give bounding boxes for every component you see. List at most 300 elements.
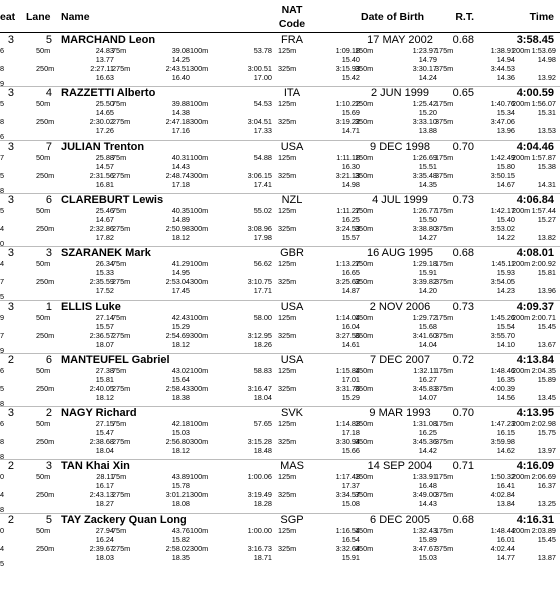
split-distance-label: 250m — [36, 117, 55, 127]
split-interval-time: 15.50 — [418, 214, 437, 224]
split-distance-label: 100m — [190, 312, 209, 322]
split-distance-label: 250m — [36, 64, 55, 73]
split-interval-time: 14.67 — [496, 179, 515, 189]
split-distance-label: 175m — [435, 152, 454, 162]
split-interval-time: 14.24 — [418, 73, 437, 82]
split-cumulative-time: 1:45.11 — [491, 259, 515, 269]
split-interval-time: 18.28 — [253, 499, 272, 509]
split-distance-label: 100m — [190, 205, 209, 215]
split-cumulative-time: 2:38.68 — [89, 437, 114, 447]
split-cumulative-time: 3:53.02 — [490, 223, 515, 233]
split-cumulative-time: 1:48.46 — [490, 365, 515, 375]
lane-number: 7 — [45, 140, 52, 153]
split-cumulative-time: 4:00.39 — [490, 383, 515, 393]
split-cumulative-time: 3:01.21 — [165, 490, 190, 500]
split-cumulative-time: 1:57.44 — [531, 205, 556, 215]
split-cumulative-time: 41.29 — [171, 259, 190, 269]
split-distance-label: 325m — [278, 383, 297, 393]
split-distance-label: 250m — [36, 437, 55, 447]
split-interval-time: 14.89 — [171, 214, 190, 224]
split-distance-label: 375m — [435, 223, 454, 233]
split-distance-label: 100m — [190, 419, 209, 429]
final-time: 4:16.09 — [516, 460, 554, 473]
split-distance-label: 150m — [355, 472, 374, 482]
split-interval-time: 14.43 — [418, 499, 437, 509]
split-cumulative-time: 4:02.84 — [490, 490, 515, 500]
split-distance-label: 350m — [355, 277, 374, 287]
split-cumulative-time: 39.08 — [171, 46, 190, 55]
split-distance-label: 50m — [36, 312, 51, 322]
header-name: Name — [61, 11, 90, 23]
lap-time: 18.12 — [95, 392, 114, 402]
split-interval-time: 18.12 — [171, 446, 190, 456]
lane-number: 6 — [45, 353, 52, 366]
split-cumulative-time: 1:32.11 — [413, 365, 437, 375]
edge-digit: 7 — [0, 152, 5, 162]
split-distance-label: 350m — [355, 490, 374, 500]
lap-time: 18.27 — [95, 499, 114, 509]
edge-digit: 9 — [0, 79, 5, 88]
split-cumulative-time: 2:00.71 — [531, 312, 556, 322]
date-of-birth: 6 DEC 2005 — [370, 513, 430, 526]
split-distance-label: 300m — [190, 543, 209, 553]
split-interval-time: 14.36 — [496, 73, 515, 82]
lane-number: 1 — [45, 300, 52, 313]
split-interval-time: 14.42 — [418, 446, 437, 456]
split-interval-time: 15.45 — [537, 534, 556, 544]
split-interval-time: 15.34 — [496, 108, 515, 118]
split-interval-time: 14.71 — [341, 126, 360, 136]
split-distance-label: 175m — [435, 99, 454, 109]
split-interval-time: 15.69 — [341, 108, 360, 118]
split-cumulative-time: 40.35 — [171, 205, 190, 215]
split-cumulative-time: 2:39.67 — [89, 543, 114, 553]
split-interval-time: 14.07 — [418, 392, 437, 402]
split-interval-time: 16.41 — [496, 481, 515, 491]
lap-time: 16.17 — [95, 481, 114, 491]
split-distance-label: 150m — [355, 419, 374, 429]
split-distance-label: 75m — [112, 472, 127, 482]
split-cumulative-time: 2:06.69 — [531, 472, 556, 482]
split-interval-time: 14.27 — [418, 232, 437, 242]
lap-time: 16.81 — [95, 179, 114, 189]
split-interval-time: 18.26 — [253, 339, 272, 349]
split-cumulative-time: 1:48.44 — [490, 525, 515, 535]
swimmer-row — [0, 141, 560, 194]
split-cumulative-time: 2:32.86 — [89, 223, 114, 233]
nat-code: NZL — [281, 193, 303, 206]
heat-number: 3 — [7, 407, 14, 420]
split-cumulative-time: 3:32.64 — [335, 543, 360, 553]
last-lap-time: 14.31 — [537, 179, 556, 189]
split-interval-time: 15.91 — [418, 268, 437, 278]
split-cumulative-time: 1:14.04 — [335, 312, 360, 322]
split-cumulative-time: 1:10.22 — [335, 99, 360, 109]
split-cumulative-time: 2:43.13 — [89, 490, 114, 500]
split-cumulative-time: 1:26.77 — [412, 205, 437, 215]
split-interval-time: 17.18 — [341, 428, 360, 438]
split-cumulative-time: 3:04.51 — [247, 117, 272, 127]
split-cumulative-time: 54.53 — [253, 99, 272, 109]
split-distance-label: 100m — [190, 152, 209, 162]
split-cumulative-time: 25.50 — [95, 99, 114, 109]
split-distance-label: 275m — [112, 437, 131, 447]
split-cumulative-time: 4:02.44 — [490, 543, 515, 553]
lane-number: 3 — [45, 247, 52, 260]
split-cumulative-time: 1:14.83 — [335, 419, 360, 429]
split-distance-label: 200m — [512, 312, 531, 322]
split-distance-label: 350m — [355, 170, 374, 180]
split-distance-label: 175m — [435, 46, 454, 55]
date-of-birth: 9 DEC 1998 — [370, 140, 430, 153]
split-interval-time: 16.25 — [341, 214, 360, 224]
split-distance-label: 375m — [435, 64, 454, 73]
split-interval-time: 15.68 — [418, 321, 437, 331]
lap-time: 14.57 — [95, 161, 114, 171]
edge-digit: 4 — [0, 490, 5, 500]
lap-time: 17.52 — [95, 286, 114, 296]
split-distance-label: 350m — [355, 330, 374, 340]
final-time: 4:04.46 — [516, 140, 554, 153]
split-cumulative-time: 1:00.06 — [247, 472, 272, 482]
split-interval-time: 15.29 — [171, 321, 190, 331]
date-of-birth: 14 SEP 2004 — [367, 460, 433, 473]
split-interval-time: 13.88 — [418, 126, 437, 136]
split-distance-label: 300m — [190, 277, 209, 287]
final-time: 3:58.45 — [516, 34, 554, 46]
split-distance-label: 250m — [36, 277, 55, 287]
split-cumulative-time: 2:58.43 — [165, 383, 190, 393]
split-distance-label: 200m — [512, 525, 531, 535]
split-cumulative-time: 1:16.54 — [335, 525, 360, 535]
split-distance-label: 125m — [278, 205, 297, 215]
nat-code: ITA — [283, 87, 301, 100]
split-interval-time: 17.37 — [341, 481, 360, 491]
split-interval-time: 15.03 — [418, 552, 437, 562]
split-distance-label: 375m — [435, 437, 454, 447]
split-distance-label: 100m — [190, 99, 209, 109]
split-distance-label: 175m — [435, 205, 454, 215]
split-interval-time: 18.71 — [253, 552, 272, 562]
split-interval-time: 14.43 — [171, 161, 190, 171]
split-distance-label: 275m — [112, 223, 131, 233]
split-interval-time: 15.03 — [171, 428, 190, 438]
lap-time: 15.81 — [95, 374, 114, 384]
split-cumulative-time: 1:40.76 — [490, 99, 515, 109]
split-distance-label: 275m — [112, 117, 131, 127]
split-distance-label: 375m — [435, 117, 454, 127]
split-interval-time: 14.56 — [496, 392, 515, 402]
reaction-time: 0.68 — [452, 513, 474, 526]
split-cumulative-time: 43.89 — [171, 472, 190, 482]
last-lap-time: 13.25 — [537, 499, 556, 509]
split-interval-time: 14.98 — [537, 55, 556, 64]
split-distance-label: 100m — [190, 259, 209, 269]
split-distance-label: 50m — [36, 46, 51, 55]
split-interval-time: 14.94 — [496, 55, 515, 64]
split-cumulative-time: 1:26.69 — [412, 152, 437, 162]
split-cumulative-time: 3:39.82 — [412, 277, 437, 287]
split-interval-time: 15.93 — [496, 268, 515, 278]
split-cumulative-time: 24.83 — [95, 46, 114, 55]
final-time: 4:06.84 — [516, 193, 554, 206]
split-cumulative-time: 1:09.18 — [335, 46, 360, 55]
split-interval-time: 15.38 — [537, 161, 556, 171]
last-lap-time: 13.67 — [537, 339, 556, 349]
split-cumulative-time: 3:59.98 — [490, 437, 515, 447]
split-cumulative-time: 3:21.13 — [335, 170, 360, 180]
split-cumulative-time: 1:50.32 — [490, 472, 515, 482]
split-cumulative-time: 2:54.69 — [165, 330, 190, 340]
split-interval-time: 14.98 — [341, 179, 360, 189]
lap-time: 13.77 — [95, 55, 114, 64]
split-distance-label: 300m — [190, 170, 209, 180]
swimmer-name: MANTEUFEL Gabriel — [61, 353, 170, 366]
edge-digit: 5 — [0, 205, 5, 215]
split-interval-time: 15.08 — [341, 499, 360, 509]
split-distance-label: 50m — [36, 99, 51, 109]
split-interval-time: 18.12 — [171, 339, 190, 349]
split-interval-time: 14.25 — [171, 55, 190, 64]
split-cumulative-time: 2:48.74 — [165, 170, 190, 180]
split-interval-time: 15.64 — [171, 374, 190, 384]
split-interval-time: 16.27 — [418, 374, 437, 384]
split-cumulative-time: 2:58.02 — [165, 543, 190, 553]
swimmer-row — [0, 514, 560, 567]
split-cumulative-time: 3:15.93 — [335, 64, 360, 73]
split-cumulative-time: 3:08.96 — [247, 223, 272, 233]
nat-code: USA — [280, 300, 304, 313]
edge-digit: 6 — [0, 46, 5, 55]
split-interval-time: 16.25 — [418, 428, 437, 438]
split-distance-label: 100m — [190, 472, 209, 482]
split-distance-label: 100m — [190, 46, 209, 55]
edge-digit: 9 — [0, 312, 5, 322]
reaction-time: 0.73 — [452, 300, 474, 313]
split-cumulative-time: 1:45.26 — [490, 312, 515, 322]
split-cumulative-time: 3:12.95 — [247, 330, 272, 340]
reaction-time: 0.68 — [452, 34, 474, 46]
lap-time: 17.26 — [95, 126, 114, 136]
split-cumulative-time: 27.14 — [95, 312, 114, 322]
split-cumulative-time: 3:54.05 — [490, 277, 515, 287]
split-cumulative-time: 3:06.15 — [247, 170, 272, 180]
swimmer-name: SZARANEK Mark — [61, 247, 151, 260]
last-lap-time: 13.96 — [537, 286, 556, 296]
split-interval-time: 15.40 — [496, 214, 515, 224]
split-interval-time: 14.87 — [341, 286, 360, 296]
split-cumulative-time: 2:35.59 — [89, 277, 114, 287]
split-distance-label: 375m — [435, 330, 454, 340]
split-interval-time: 13.84 — [496, 499, 515, 509]
split-distance-label: 300m — [190, 64, 209, 73]
edge-digit: 4 — [0, 223, 5, 233]
edge-digit: 8 — [0, 117, 5, 127]
split-cumulative-time: 1:11.27 — [336, 205, 360, 215]
split-distance-label: 175m — [435, 419, 454, 429]
split-cumulative-time: 1:56.07 — [531, 99, 556, 109]
edge-digit: 4 — [0, 259, 5, 269]
date-of-birth: 7 DEC 2007 — [370, 353, 430, 366]
split-cumulative-time: 2:53.04 — [165, 277, 190, 287]
split-interval-time: 15.42 — [341, 73, 360, 82]
split-interval-time: 15.20 — [418, 108, 437, 118]
split-distance-label: 350m — [355, 437, 374, 447]
split-interval-time: 15.29 — [341, 392, 360, 402]
heat-number: 3 — [7, 87, 14, 100]
split-cumulative-time: 25.46 — [95, 205, 114, 215]
split-distance-label: 75m — [112, 419, 127, 429]
nat-code: GBR — [280, 247, 304, 260]
split-distance-label: 75m — [112, 259, 127, 269]
split-interval-time: 14.20 — [418, 286, 437, 296]
split-interval-time: 17.41 — [253, 179, 272, 189]
date-of-birth: 2 NOV 2006 — [369, 300, 431, 313]
date-of-birth: 9 MAR 1993 — [369, 407, 431, 420]
split-interval-time: 17.98 — [253, 232, 272, 242]
split-interval-time: 14.35 — [418, 179, 437, 189]
heat-number: 3 — [7, 34, 14, 46]
edge-digit: 8 — [0, 185, 5, 195]
split-cumulative-time: 58.00 — [253, 312, 272, 322]
split-cumulative-time: 3:45.36 — [412, 437, 437, 447]
nat-code: FRA — [281, 34, 303, 46]
split-cumulative-time: 27.38 — [95, 365, 114, 375]
split-cumulative-time: 3:31.76 — [335, 383, 360, 393]
split-distance-label: 125m — [278, 365, 297, 375]
final-time: 4:13.84 — [516, 353, 554, 366]
split-distance-label: 350m — [355, 543, 374, 553]
reaction-time: 0.68 — [452, 247, 474, 260]
split-distance-label: 75m — [112, 365, 127, 375]
edge-digit: 9 — [0, 345, 5, 355]
split-distance-label: 250m — [36, 330, 55, 340]
split-distance-label: 125m — [278, 99, 297, 109]
split-interval-time: 14.23 — [496, 286, 515, 296]
split-distance-label: 100m — [190, 365, 209, 375]
edge-digit: 6 — [0, 132, 5, 142]
date-of-birth: 17 MAY 2002 — [367, 34, 433, 46]
split-distance-label: 250m — [36, 383, 55, 393]
split-cumulative-time: 54.88 — [253, 152, 272, 162]
lap-time: 15.47 — [95, 428, 114, 438]
nat-code: MAS — [280, 460, 304, 473]
heat-number: 2 — [7, 460, 14, 473]
split-cumulative-time: 3:49.00 — [412, 490, 437, 500]
lane-number: 5 — [45, 513, 52, 526]
split-interval-time: 15.78 — [171, 481, 190, 491]
split-cumulative-time: 2:56.80 — [165, 437, 190, 447]
split-distance-label: 300m — [190, 383, 209, 393]
reaction-time: 0.71 — [452, 460, 474, 473]
swimmer-name: ELLIS Luke — [61, 300, 121, 313]
split-cumulative-time: 2:47.18 — [165, 117, 190, 127]
split-distance-label: 200m — [512, 472, 531, 482]
split-interval-time: 18.08 — [171, 499, 190, 509]
lap-time: 16.24 — [95, 534, 114, 544]
split-interval-time: 15.66 — [341, 446, 360, 456]
lane-number: 2 — [45, 407, 52, 420]
edge-digit: 7 — [0, 330, 5, 340]
split-cumulative-time: 3:00.51 — [247, 64, 272, 73]
reaction-time: 0.70 — [452, 407, 474, 420]
split-cumulative-time: 1:15.84 — [335, 365, 360, 375]
split-distance-label: 125m — [278, 312, 297, 322]
split-interval-time: 17.01 — [341, 374, 360, 384]
split-cumulative-time: 3:30.17 — [412, 64, 437, 73]
split-distance-label: 375m — [435, 170, 454, 180]
date-of-birth: 4 JUL 1999 — [372, 193, 428, 206]
edge-digit: 0 — [0, 238, 5, 248]
split-distance-label: 350m — [355, 383, 374, 393]
swimmer-row — [0, 87, 560, 140]
split-distance-label: 275m — [112, 490, 131, 500]
split-interval-time: 14.95 — [171, 268, 190, 278]
split-cumulative-time: 3:47.67 — [412, 543, 437, 553]
split-interval-time: 14.61 — [341, 339, 360, 349]
split-cumulative-time: 2:00.92 — [531, 259, 556, 269]
split-distance-label: 275m — [112, 64, 131, 73]
split-interval-time: 18.48 — [253, 446, 272, 456]
split-interval-time: 14.22 — [496, 232, 515, 242]
split-cumulative-time: 2:40.05 — [89, 383, 114, 393]
split-cumulative-time: 3:30.94 — [335, 437, 360, 447]
swimmer-row — [0, 247, 560, 300]
split-distance-label: 300m — [190, 437, 209, 447]
lane-number: 4 — [45, 87, 52, 100]
split-cumulative-time: 2:04.35 — [531, 365, 556, 375]
edge-digit: 0 — [0, 525, 5, 535]
split-distance-label: 200m — [512, 46, 531, 55]
split-cumulative-time: 1:38.91 — [490, 46, 515, 55]
split-distance-label: 150m — [355, 152, 374, 162]
split-interval-time: 16.65 — [341, 268, 360, 278]
split-distance-label: 275m — [112, 543, 131, 553]
lap-time: 18.07 — [95, 339, 114, 349]
heat-number: 3 — [7, 247, 14, 260]
split-distance-label: 200m — [512, 99, 531, 109]
split-interval-time: 17.45 — [171, 286, 190, 296]
header-nat-line2: Code — [278, 18, 306, 30]
last-lap-time: 13.97 — [537, 446, 556, 456]
swimmer-name: CLAREBURT Lewis — [61, 193, 164, 206]
split-cumulative-time: 1:47.23 — [490, 419, 515, 429]
split-interval-time: 14.79 — [418, 55, 437, 64]
lap-time: 14.65 — [95, 108, 114, 118]
split-cumulative-time: 1:17.43 — [335, 472, 360, 482]
split-distance-label: 275m — [112, 277, 131, 287]
edge-digit: 4 — [0, 543, 5, 553]
split-cumulative-time: 2:03.89 — [531, 525, 556, 535]
split-distance-label: 200m — [512, 365, 531, 375]
swimmer-name: JULIAN Trenton — [61, 140, 145, 153]
split-cumulative-time: 42.43 — [171, 312, 190, 322]
nat-code: SVK — [280, 407, 303, 420]
split-cumulative-time: 1:11.18 — [336, 152, 360, 162]
split-cumulative-time: 1:29.72 — [412, 312, 437, 322]
split-cumulative-time: 3:33.10 — [412, 117, 437, 127]
edge-digit: 8 — [0, 505, 5, 515]
split-distance-label: 50m — [36, 472, 51, 482]
split-cumulative-time: 3:27.56 — [335, 330, 360, 340]
split-cumulative-time: 2:02.98 — [531, 419, 556, 429]
reaction-time: 0.73 — [452, 193, 474, 206]
lane-number: 3 — [45, 460, 52, 473]
split-distance-label: 250m — [36, 543, 55, 553]
split-distance-label: 300m — [190, 490, 209, 500]
edge-digit: 6 — [0, 365, 5, 375]
split-interval-time: 18.12 — [171, 232, 190, 242]
